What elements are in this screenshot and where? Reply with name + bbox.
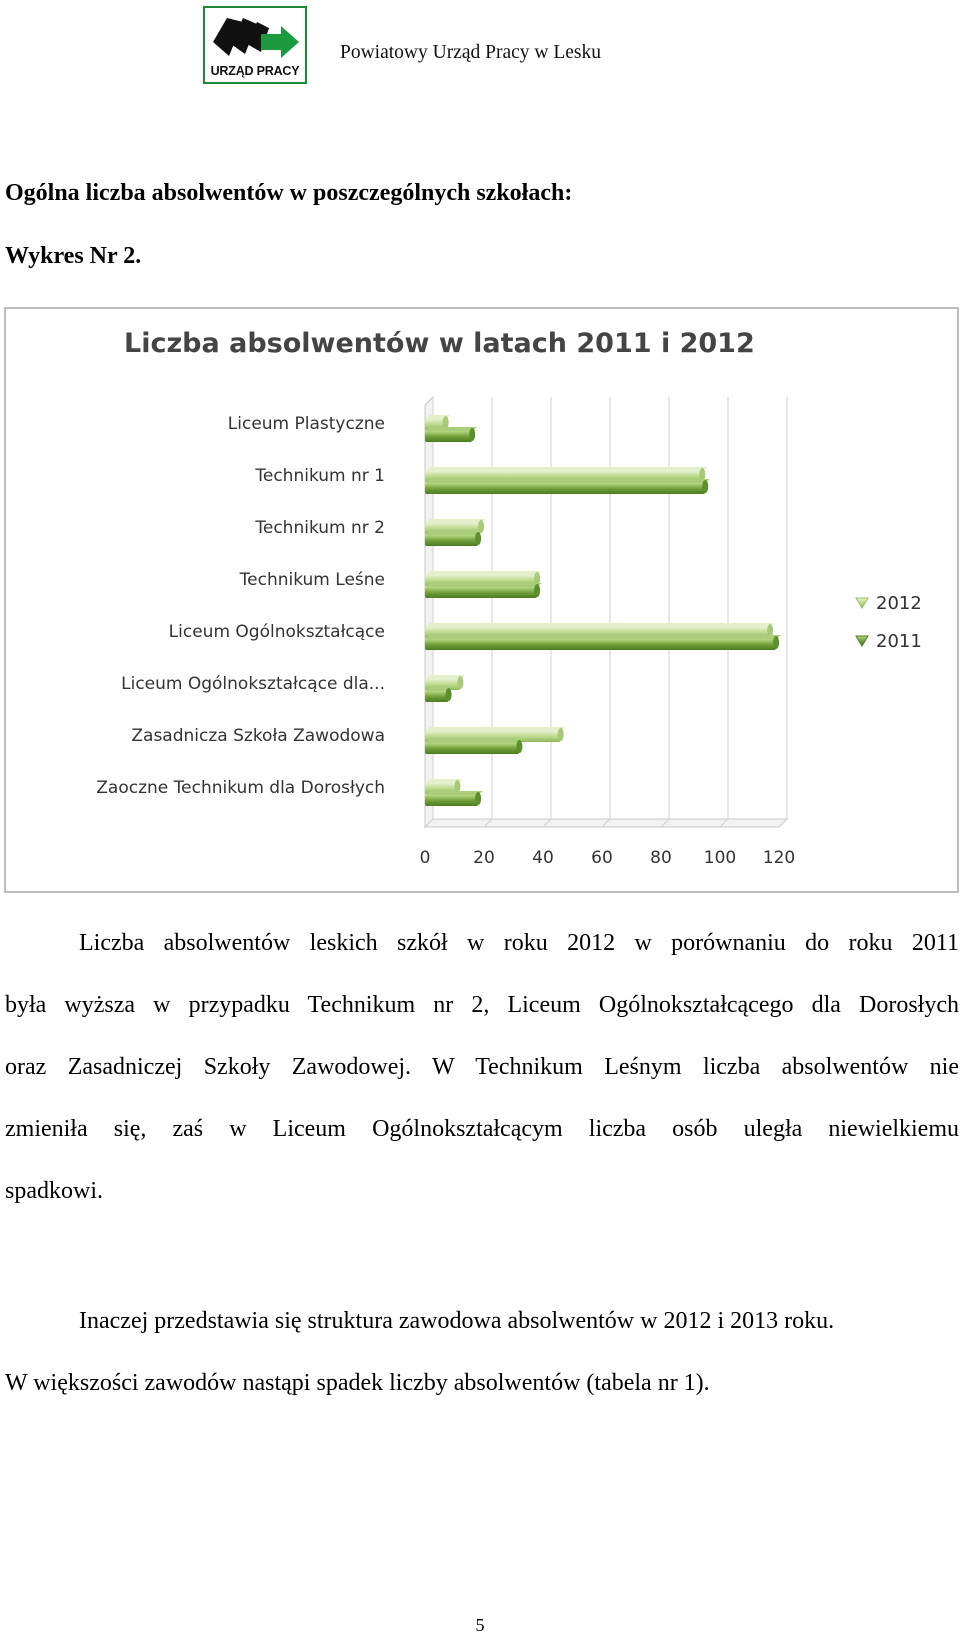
bar-top-2011	[425, 739, 524, 743]
office-name: Powiatowy Urząd Pracy w Lesku	[340, 42, 602, 63]
bar-cap-2011	[475, 792, 481, 805]
x-tick-label: 40	[532, 848, 554, 868]
bar-top-2012	[425, 623, 775, 627]
paragraph-1-line: oraz Zasadniczej Szkoły Zawodowej. W Technikum Leśnym liczba absolwentów nie	[5, 1054, 959, 1080]
x-tick-label: 20	[473, 848, 495, 868]
paragraph-1-line: spadkowi.	[5, 1178, 103, 1204]
chart-x-ticks	[420, 848, 796, 868]
paragraph-1-line: zmieniła się, zaś w Liceum Ogólnokształcącym liczba osób uległa niewielkiemu	[5, 1116, 959, 1142]
bar-top-2011	[425, 583, 542, 587]
chart-legend	[856, 593, 922, 652]
bar-top-2012	[425, 571, 542, 575]
category-label: Zaoczne Technikum dla Dorosłych	[96, 778, 385, 798]
logo-text: URZĄD PRACY	[210, 64, 300, 78]
legend-swatch-2011	[856, 636, 868, 646]
bar-cap-2011	[773, 636, 779, 649]
bar-cap-2011	[516, 740, 522, 753]
bar-top-2011	[425, 791, 483, 795]
category-label: Technikum Leśne	[239, 570, 385, 590]
category-label: Liceum Ogólnokształcące	[168, 622, 385, 642]
x-tick-label: 0	[419, 848, 431, 868]
category-label: Liceum Ogólnokształcące dla...	[121, 674, 385, 694]
bar-chart	[6, 309, 957, 891]
bar-2011	[425, 639, 776, 650]
bar-top-2011	[425, 427, 477, 431]
paragraph-2	[5, 1290, 959, 1414]
paragraph-1	[5, 912, 959, 1222]
x-tick-label: 60	[591, 848, 613, 868]
bar-2011	[425, 587, 537, 598]
logo-emblem-icon	[209, 12, 301, 64]
bar-2011	[425, 743, 519, 754]
chart-bars	[425, 415, 781, 806]
bar-cap-2011	[702, 480, 708, 493]
bar-2011	[425, 691, 449, 702]
chart-grid	[425, 397, 787, 827]
logo	[203, 6, 307, 84]
bar-top-2012	[425, 519, 486, 523]
legend-swatch-2012	[856, 598, 868, 608]
bar-top-2011	[425, 479, 710, 483]
category-label: Liceum Plastyczne	[227, 414, 385, 434]
bar-cap-2011	[534, 584, 540, 597]
bar-cap-2011	[475, 532, 481, 545]
bar-top-2011	[425, 635, 781, 639]
x-tick-label: 80	[650, 848, 672, 868]
section-title: Ogólna liczba absolwentów w poszczególnych szkołach:	[5, 180, 573, 206]
paragraph-2-line: W większości zawodów nastąpi spadek liczby absolwentów (tabela nr 1).	[5, 1370, 710, 1396]
chart-container	[4, 307, 959, 893]
bar-2011	[425, 535, 478, 546]
figure-label: Wykres Nr 2.	[5, 243, 142, 269]
paragraph-1-line: była wyższa w przypadku Technikum nr 2, Liceum Ogólnokształcącego dla Dorosłych	[5, 992, 959, 1018]
bar-2011	[425, 431, 472, 442]
bar-cap-2012	[558, 728, 564, 741]
bar-2011	[425, 795, 478, 806]
page-number: 5	[475, 1615, 485, 1635]
category-label: Zasadnicza Szkoła Zawodowa	[131, 726, 385, 746]
bar-cap-2011	[469, 428, 475, 441]
bar-top-2012	[425, 467, 707, 471]
bar-cap-2011	[446, 688, 452, 701]
category-label: Technikum nr 2	[255, 518, 385, 538]
bar-2011	[425, 483, 705, 494]
bar-cap-2012	[457, 676, 463, 689]
category-label: Technikum nr 1	[255, 466, 385, 486]
x-tick-label: 100	[703, 848, 737, 868]
legend-label-2012: 2012	[876, 593, 922, 614]
chart-category-labels	[96, 414, 385, 798]
paragraph-1-line: Liczba absolwentów leskich szkół w roku 2012 w porównaniu do roku 2011	[79, 930, 959, 956]
legend-label-2011: 2011	[876, 631, 922, 652]
bar-top-2011	[425, 531, 483, 535]
x-tick-label: 120	[762, 848, 796, 868]
paragraph-2-line: Inaczej przedstawia się struktura zawodowa absolwentów w 2012 i 2013 roku.	[79, 1308, 835, 1334]
chart-title: Liczba absolwentów w latach 2011 i 2012	[124, 328, 755, 359]
chart-side-wall	[425, 397, 433, 827]
bar-top-2012	[425, 727, 566, 731]
